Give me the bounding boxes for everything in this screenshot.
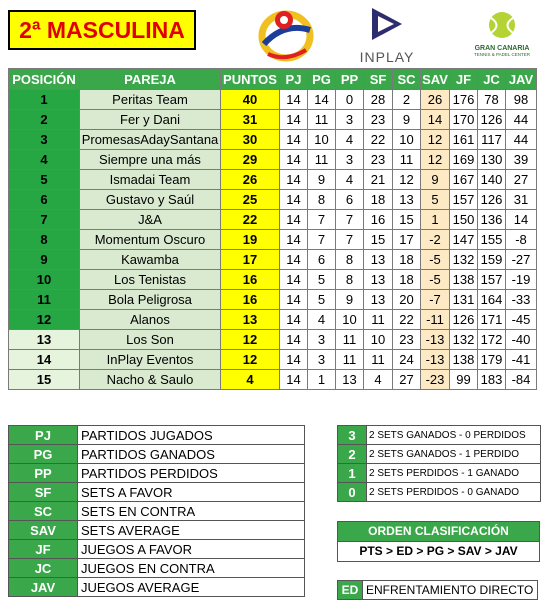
cell-pg: 14	[308, 90, 336, 110]
cell-pp: 7	[336, 210, 364, 230]
cell-jc: 159	[478, 250, 506, 270]
cell-jav: -33	[506, 290, 537, 310]
cell-jc: 117	[478, 130, 506, 150]
cell-pareja: Kawamba	[80, 250, 221, 270]
table-row	[9, 250, 537, 270]
points-legend-code: 3	[338, 426, 367, 445]
standings-header-row	[9, 69, 537, 90]
cell-jf: 132	[450, 330, 478, 350]
col-header-pg: PG	[308, 69, 336, 90]
cell-jf: 167	[450, 170, 478, 190]
legend-row	[9, 559, 305, 578]
cell-jav: 14	[506, 210, 537, 230]
legend-row	[9, 483, 305, 502]
points-legend-row	[338, 426, 541, 445]
col-header-pp: PP	[336, 69, 364, 90]
cell-sav: -7	[421, 290, 450, 310]
cell-pj: 14	[280, 190, 308, 210]
cell-sc: 24	[393, 350, 421, 370]
cell-sc: 11	[393, 150, 421, 170]
cell-jav: -27	[506, 250, 537, 270]
ed-desc: ENFRENTAMIENTO DIRECTO	[363, 581, 538, 600]
cell-pg: 5	[308, 290, 336, 310]
cell-jav: -84	[506, 370, 537, 390]
cell-jav: 44	[506, 110, 537, 130]
cell-jf: 131	[450, 290, 478, 310]
cell-sav: 12	[421, 150, 450, 170]
cell-sc: 2	[393, 90, 421, 110]
club-logo	[254, 4, 318, 64]
cell-puntos: 4	[221, 370, 280, 390]
cell-puntos: 31	[221, 110, 280, 130]
cell-sc: 17	[393, 230, 421, 250]
cell-pp: 13	[336, 370, 364, 390]
legend-desc: JUEGOS EN CONTRA	[78, 559, 305, 578]
cell-pj: 14	[280, 350, 308, 370]
ed-code: ED	[338, 581, 363, 600]
legend-desc: PARTIDOS GANADOS	[78, 445, 305, 464]
cell-jav: 31	[506, 190, 537, 210]
cell-sav: -23	[421, 370, 450, 390]
table-row	[9, 370, 537, 390]
cell-sf: 11	[364, 310, 393, 330]
legend-code: JF	[9, 540, 78, 559]
cell-position: 9	[9, 250, 80, 270]
legend-row	[9, 578, 305, 597]
abbreviations-legend	[8, 425, 305, 597]
cell-pareja: PromesasAdaySantana	[80, 130, 221, 150]
cell-pp: 4	[336, 170, 364, 190]
cell-pareja: Siempre una más	[80, 150, 221, 170]
col-header-jf: JF	[450, 69, 478, 90]
cell-sav: -11	[421, 310, 450, 330]
points-legend-desc: 2 SETS PERDIDOS - 0 GANADO	[367, 483, 541, 502]
cell-sc: 12	[393, 170, 421, 190]
cell-pg: 9	[308, 170, 336, 190]
cell-jav: 44	[506, 130, 537, 150]
cell-pg: 11	[308, 150, 336, 170]
legend-desc: SETS EN CONTRA	[78, 502, 305, 521]
cell-pj: 14	[280, 310, 308, 330]
cell-jf: 170	[450, 110, 478, 130]
legend-code: PG	[9, 445, 78, 464]
cell-sc: 22	[393, 310, 421, 330]
table-row	[9, 130, 537, 150]
cell-sav: -13	[421, 350, 450, 370]
col-header-posicion: POSICIÓN	[9, 69, 80, 90]
points-legend-desc: 2 SETS GANADOS - 0 PERDIDOS	[367, 426, 541, 445]
legend-row	[9, 464, 305, 483]
cell-pg: 4	[308, 310, 336, 330]
cell-pareja: Los Son	[80, 330, 221, 350]
cell-pg: 5	[308, 270, 336, 290]
cell-jav: -41	[506, 350, 537, 370]
cell-pareja: Bola Peligrosa	[80, 290, 221, 310]
cell-sav: -2	[421, 230, 450, 250]
table-row	[9, 170, 537, 190]
cell-pg: 3	[308, 350, 336, 370]
cell-sc: 13	[393, 190, 421, 210]
cell-pg: 8	[308, 190, 336, 210]
cell-puntos: 22	[221, 210, 280, 230]
cell-sf: 16	[364, 210, 393, 230]
cell-sf: 13	[364, 250, 393, 270]
cell-pj: 14	[280, 90, 308, 110]
cell-puntos: 12	[221, 330, 280, 350]
cell-pp: 8	[336, 250, 364, 270]
cell-pp: 8	[336, 270, 364, 290]
cell-sc: 20	[393, 290, 421, 310]
cell-pj: 14	[280, 370, 308, 390]
inplay-logo	[354, 4, 420, 64]
cell-sf: 18	[364, 190, 393, 210]
cell-jav: -40	[506, 330, 537, 350]
col-header-jc: JC	[478, 69, 506, 90]
cell-sf: 23	[364, 110, 393, 130]
table-row	[9, 310, 537, 330]
ed-legend	[337, 580, 538, 600]
cell-pg: 7	[308, 210, 336, 230]
cell-pp: 11	[336, 350, 364, 370]
cell-jc: 179	[478, 350, 506, 370]
cell-pareja: Alanos	[80, 310, 221, 330]
cell-pj: 14	[280, 270, 308, 290]
cell-jf: 176	[450, 90, 478, 110]
cell-sc: 10	[393, 130, 421, 150]
inplay-logo-icon	[354, 4, 420, 44]
cell-position: 7	[9, 210, 80, 230]
legend-code: JAV	[9, 578, 78, 597]
cell-pp: 9	[336, 290, 364, 310]
legend-desc: SETS A FAVOR	[78, 483, 305, 502]
cell-pareja: Gustavo y Saúl	[80, 190, 221, 210]
legend-desc: PARTIDOS JUGADOS	[78, 426, 305, 445]
cell-pj: 14	[280, 250, 308, 270]
legend-desc: JUEGOS AVERAGE	[78, 578, 305, 597]
cell-sf: 22	[364, 130, 393, 150]
cell-position: 5	[9, 170, 80, 190]
cell-sf: 23	[364, 150, 393, 170]
cell-puntos: 16	[221, 270, 280, 290]
cell-pj: 14	[280, 110, 308, 130]
cell-sf: 15	[364, 230, 393, 250]
cell-puntos: 12	[221, 350, 280, 370]
cell-pj: 14	[280, 230, 308, 250]
ed-legend-row	[338, 581, 538, 600]
col-header-pareja: PAREJA	[80, 69, 221, 90]
cell-sf: 28	[364, 90, 393, 110]
cell-jf: 147	[450, 230, 478, 250]
col-header-sf: SF	[364, 69, 393, 90]
cell-pg: 1	[308, 370, 336, 390]
points-legend	[337, 425, 541, 502]
cell-pp: 0	[336, 90, 364, 110]
cell-jav: 98	[506, 90, 537, 110]
cell-position: 14	[9, 350, 80, 370]
cell-pp: 10	[336, 310, 364, 330]
cell-position: 11	[9, 290, 80, 310]
cell-position: 13	[9, 330, 80, 350]
ranking-order-box	[337, 521, 540, 562]
legend-code: JC	[9, 559, 78, 578]
cell-position: 3	[9, 130, 80, 150]
cell-pp: 7	[336, 230, 364, 250]
col-header-jav: JAV	[506, 69, 537, 90]
cell-pj: 14	[280, 330, 308, 350]
points-legend-desc: 2 SETS PERDIDOS - 1 GANADO	[367, 464, 541, 483]
cell-pp: 3	[336, 150, 364, 170]
legend-code: SF	[9, 483, 78, 502]
legend-desc: JUEGOS A FAVOR	[78, 540, 305, 559]
cell-jav: 39	[506, 150, 537, 170]
cell-pg: 6	[308, 250, 336, 270]
table-row	[9, 290, 537, 310]
cell-sf: 13	[364, 290, 393, 310]
points-legend-code: 1	[338, 464, 367, 483]
cell-jc: 130	[478, 150, 506, 170]
cell-puntos: 29	[221, 150, 280, 170]
cell-jc: 126	[478, 110, 506, 130]
cell-sc: 18	[393, 270, 421, 290]
cell-puntos: 40	[221, 90, 280, 110]
legend-code: SC	[9, 502, 78, 521]
cell-sf: 11	[364, 350, 393, 370]
cell-jf: 157	[450, 190, 478, 210]
cell-jav: -8	[506, 230, 537, 250]
table-row	[9, 110, 537, 130]
ranking-order-title: ORDEN CLASIFICACIÓN	[338, 522, 539, 541]
cell-sav: 26	[421, 90, 450, 110]
ranking-order-value: PTS > ED > PG > SAV > JAV	[338, 541, 539, 561]
cell-pareja: Ismadai Team	[80, 170, 221, 190]
points-legend-row	[338, 445, 541, 464]
cell-jf: 169	[450, 150, 478, 170]
col-header-sc: SC	[393, 69, 421, 90]
points-legend-code: 2	[338, 445, 367, 464]
col-header-puntos: PUNTOS	[221, 69, 280, 90]
cell-sf: 21	[364, 170, 393, 190]
cell-pj: 14	[280, 150, 308, 170]
cell-pareja: Fer y Dani	[80, 110, 221, 130]
cell-jc: 157	[478, 270, 506, 290]
cell-jf: 126	[450, 310, 478, 330]
cell-sf: 4	[364, 370, 393, 390]
cell-sav: -5	[421, 250, 450, 270]
inplay-logo-text: INPLAY	[359, 49, 415, 65]
cell-pj: 14	[280, 210, 308, 230]
cell-sav: -13	[421, 330, 450, 350]
points-legend-desc: 2 SETS GANADOS - 1 PERDIDO	[367, 445, 541, 464]
table-row	[9, 150, 537, 170]
cell-puntos: 13	[221, 310, 280, 330]
legend-code: PJ	[9, 426, 78, 445]
table-row	[9, 350, 537, 370]
cell-sc: 27	[393, 370, 421, 390]
cell-puntos: 25	[221, 190, 280, 210]
cell-pareja: Nacho & Saulo	[80, 370, 221, 390]
table-row	[9, 90, 537, 110]
gran-canaria-logo	[462, 10, 542, 64]
table-row	[9, 330, 537, 350]
legend-row	[9, 540, 305, 559]
cell-jc: 136	[478, 210, 506, 230]
cell-pareja: Los Tenistas	[80, 270, 221, 290]
cell-pareja: InPlay Eventos	[80, 350, 221, 370]
cell-pg: 7	[308, 230, 336, 250]
points-legend-row	[338, 464, 541, 483]
cell-jf: 161	[450, 130, 478, 150]
cell-puntos: 19	[221, 230, 280, 250]
cell-pg: 3	[308, 330, 336, 350]
cell-sc: 18	[393, 250, 421, 270]
table-row	[9, 190, 537, 210]
cell-jav: -19	[506, 270, 537, 290]
cell-position: 6	[9, 190, 80, 210]
cell-pp: 3	[336, 110, 364, 130]
cell-sav: 12	[421, 130, 450, 150]
cell-puntos: 17	[221, 250, 280, 270]
legend-desc: SETS AVERAGE	[78, 521, 305, 540]
legend-code: SAV	[9, 521, 78, 540]
cell-pg: 11	[308, 110, 336, 130]
col-header-pj: PJ	[280, 69, 308, 90]
cell-pj: 14	[280, 130, 308, 150]
cell-sav: 9	[421, 170, 450, 190]
cell-position: 4	[9, 150, 80, 170]
cell-sc: 23	[393, 330, 421, 350]
cell-jc: 140	[478, 170, 506, 190]
cell-position: 12	[9, 310, 80, 330]
cell-pareja: Peritas Team	[80, 90, 221, 110]
cell-jc: 155	[478, 230, 506, 250]
cell-position: 8	[9, 230, 80, 250]
standings-table	[8, 68, 537, 390]
cell-jc: 172	[478, 330, 506, 350]
cell-jf: 138	[450, 270, 478, 290]
gran-canaria-text: GRAN CANARIA	[474, 45, 530, 52]
col-header-sav: SAV	[421, 69, 450, 90]
cell-jav: 27	[506, 170, 537, 190]
legend-row	[9, 502, 305, 521]
gran-canaria-subtext: TENNIS & PADEL CENTER	[473, 52, 530, 57]
cell-jc: 164	[478, 290, 506, 310]
cell-sav: 1	[421, 210, 450, 230]
points-legend-row	[338, 483, 541, 502]
cell-jf: 99	[450, 370, 478, 390]
cell-sc: 9	[393, 110, 421, 130]
cell-jc: 183	[478, 370, 506, 390]
cell-puntos: 16	[221, 290, 280, 310]
cell-pp: 11	[336, 330, 364, 350]
legend-row	[9, 521, 305, 540]
cell-jf: 132	[450, 250, 478, 270]
cell-pareja: Momentum Oscuro	[80, 230, 221, 250]
cell-jav: -45	[506, 310, 537, 330]
cell-pp: 4	[336, 130, 364, 150]
page-title: 2ª MASCULINA	[8, 10, 196, 50]
cell-position: 15	[9, 370, 80, 390]
cell-sav: 5	[421, 190, 450, 210]
cell-pg: 10	[308, 130, 336, 150]
cell-pj: 14	[280, 170, 308, 190]
cell-sf: 13	[364, 270, 393, 290]
cell-puntos: 30	[221, 130, 280, 150]
cell-position: 2	[9, 110, 80, 130]
table-row	[9, 230, 537, 250]
legend-row	[9, 426, 305, 445]
cell-sf: 10	[364, 330, 393, 350]
cell-puntos: 26	[221, 170, 280, 190]
cell-pj: 14	[280, 290, 308, 310]
table-row	[9, 270, 537, 290]
cell-jf: 138	[450, 350, 478, 370]
cell-sav: -5	[421, 270, 450, 290]
cell-jc: 78	[478, 90, 506, 110]
cell-position: 1	[9, 90, 80, 110]
cell-pareja: J&A	[80, 210, 221, 230]
tennis-ball-icon	[485, 10, 519, 40]
cell-pp: 6	[336, 190, 364, 210]
cell-position: 10	[9, 270, 80, 290]
legend-desc: PARTIDOS PERDIDOS	[78, 464, 305, 483]
table-row	[9, 210, 537, 230]
legend-row	[9, 445, 305, 464]
cell-jc: 126	[478, 190, 506, 210]
points-legend-code: 0	[338, 483, 367, 502]
legend-code: PP	[9, 464, 78, 483]
cell-sc: 15	[393, 210, 421, 230]
cell-jc: 171	[478, 310, 506, 330]
cell-sav: 14	[421, 110, 450, 130]
cell-jf: 150	[450, 210, 478, 230]
